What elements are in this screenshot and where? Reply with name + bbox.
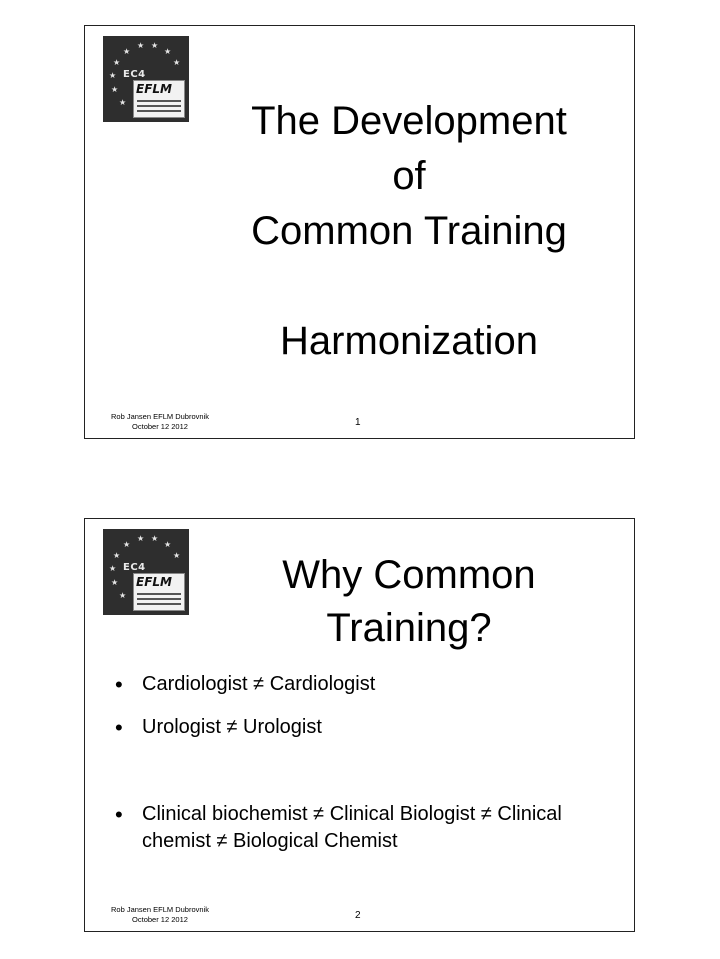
star-icon: ★ [137, 41, 145, 50]
bullet-item [115, 801, 625, 855]
footer-date: October 12 2012 [132, 915, 188, 924]
logo-eflm-badge [133, 80, 185, 118]
star-icon: ★ [113, 551, 121, 560]
logo-fine-print [137, 598, 181, 600]
logo-ec4-text: EC4 [123, 69, 146, 80]
title-line: Why Common [282, 553, 536, 597]
logo-fine-print [137, 110, 181, 112]
star-icon: ★ [123, 47, 131, 56]
bullet-text: Urologist ≠ Urologist [142, 716, 322, 738]
logo-ec4-text: EC4 [123, 562, 146, 573]
logo-fine-print [137, 593, 181, 595]
title-line: of [392, 154, 426, 198]
star-icon: ★ [137, 534, 145, 543]
title-line: Harmonization [280, 319, 538, 363]
bullet-text: Clinical biochemist ≠ Clinical Biologist ≠ Clinical chemist ≠ Biological Chemist [142, 803, 562, 852]
title-line: Common Training [251, 209, 567, 253]
slide-footer [111, 905, 209, 925]
bullet-item [115, 714, 625, 741]
page-number: 1 [355, 417, 361, 428]
title-line: Training? [326, 606, 492, 650]
bullet-glyph: • [115, 802, 123, 827]
star-icon: ★ [173, 58, 181, 67]
slide-1 [84, 25, 635, 439]
star-icon: ★ [119, 591, 127, 600]
title-line: The Development [251, 99, 567, 143]
slide-title [215, 94, 603, 369]
star-icon: ★ [109, 564, 117, 573]
footer-author: Rob Jansen EFLM Dubrovnik [111, 412, 209, 421]
logo-fine-print [137, 603, 181, 605]
star-icon: ★ [151, 534, 159, 543]
star-icon: ★ [123, 540, 131, 549]
bullet-glyph: • [115, 672, 123, 697]
logo-fine-print [137, 105, 181, 107]
slide-title [215, 549, 603, 655]
slide-footer [111, 412, 209, 432]
star-icon: ★ [173, 551, 181, 560]
footer-author: Rob Jansen EFLM Dubrovnik [111, 905, 209, 914]
star-icon: ★ [151, 41, 159, 50]
logo-eflm-text: EFLM [136, 82, 172, 96]
star-icon: ★ [111, 85, 119, 94]
footer-date: October 12 2012 [132, 422, 188, 431]
star-icon: ★ [164, 47, 172, 56]
bullet-glyph: • [115, 715, 123, 740]
star-icon: ★ [113, 58, 121, 67]
ec4-eflm-logo [103, 529, 189, 615]
bullet-item [115, 671, 625, 698]
title-line [215, 259, 603, 314]
star-icon: ★ [164, 540, 172, 549]
star-icon: ★ [119, 98, 127, 107]
logo-eflm-badge [133, 573, 185, 611]
star-icon: ★ [111, 578, 119, 587]
logo-eflm-text: EFLM [136, 575, 172, 589]
bullet-text: Cardiologist ≠ Cardiologist [142, 673, 376, 695]
star-icon: ★ [109, 71, 117, 80]
ec4-eflm-logo [103, 36, 189, 122]
page-number: 2 [355, 910, 361, 921]
logo-fine-print [137, 100, 181, 102]
slide-2 [84, 518, 635, 932]
